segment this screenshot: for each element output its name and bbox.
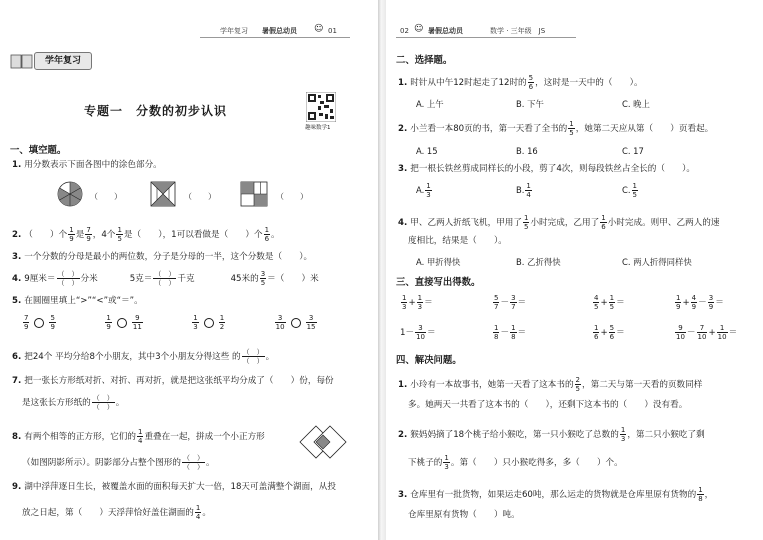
problem-1-line2: 多。她两天一共看了这本书的（ ），还剩下这本书的（ ）没有看。 <box>408 400 688 410</box>
calc-item-8: $\frac{9}{10}$ － $\frac{7}{10}$ + $\frac{1}{10}$ ＝ <box>676 324 738 341</box>
header-label-review: 学年复习 <box>220 27 248 35</box>
qr-caption: 趣味数学1 <box>305 125 331 131</box>
question-6: 6. 把24个 平均分给8个小朋友，其中3个小朋友分得这些 的 $\frac{( )}{( )}$ 。 <box>12 348 275 365</box>
banner-label: 学年复习 <box>34 52 92 70</box>
question-5: 5. 在圆圈里填上“>”“<”或“＝”。 <box>12 296 143 306</box>
problem-3-line2: 仓库里原有货物（ ）吨。 <box>408 510 520 520</box>
section-calc: 三、直接写出得数。 <box>396 277 481 288</box>
choice-3-option-c[interactable]: C. $\frac{1}{5}$ <box>622 182 637 199</box>
question-9-line2: 放之日起，第（ ）天浮萍恰好盖住湖面的 $\frac{1}{4}$ 。 <box>22 504 211 521</box>
page-title: 专题一 分数的初步认识 <box>84 104 228 118</box>
choice-4-line2: 度相比，结果是（ ）。 <box>408 236 507 246</box>
choice-1-option-c[interactable]: C. 晚上 <box>622 99 650 109</box>
figure-grid-square <box>240 181 268 207</box>
calc-item-5: 1－ $\frac{3}{10}$ ＝ <box>400 324 436 341</box>
choice-1-option-a[interactable]: A. 上午 <box>416 99 444 109</box>
blank-fraction[interactable]: $\frac{( )}{( )}$ <box>92 394 114 411</box>
question-7-line2: 是这张长方形纸的 $\frac{( )}{( )}$ 。 <box>22 394 125 411</box>
blank-fraction[interactable]: $\frac{( )}{( )}$ <box>182 454 204 471</box>
left-page <box>0 0 378 540</box>
choice-1-option-b[interactable]: B. 下午 <box>516 99 544 109</box>
choice-2-option-b[interactable]: B. 16 <box>516 146 538 156</box>
section-fill-blank: 一、填空题。 <box>10 145 67 156</box>
choice-4-option-c[interactable]: C. 两人折得同样快 <box>622 257 692 267</box>
calc-item-2: $\frac{5}{7}$ － $\frac{3}{7}$ ＝ <box>494 294 527 311</box>
book-icon <box>10 50 34 70</box>
choice-3-option-b[interactable]: B. $\frac{1}{4}$ <box>516 182 531 199</box>
figure-pie-circle <box>56 180 84 208</box>
choice-1: 1. 时针从中午12时起走了12时的 $\frac{5}{6}$ ，这时是一天中的（ ）。 <box>398 74 643 91</box>
question-3: 3. 一个分数的分母是最小的两位数，分子是分母的一半，这个分数是（ ）。 <box>12 252 313 262</box>
qr-code-image <box>306 92 336 122</box>
choice-4-option-b[interactable]: B. 乙折得快 <box>516 257 561 267</box>
choice-2-option-a[interactable]: A. 15 <box>416 146 438 156</box>
fraction: $\frac{1}{9}$ <box>69 226 74 243</box>
section-banner <box>10 50 92 70</box>
calc-item-6: $\frac{1}{8}$ － $\frac{1}{8}$ ＝ <box>494 324 527 341</box>
header-label-summer: 暑假总动员 <box>262 27 297 35</box>
compare-circle[interactable] <box>34 318 44 328</box>
header-page-number: 02 <box>400 27 409 35</box>
question-8: 8. 有两个相等的正方形，它们的 $\frac{1}{4}$ 重叠在一起，拼成一个小正方形 <box>12 428 265 445</box>
choice-4: 4. 甲、乙两人折纸飞机，甲用了 $\frac{1}{5}$ 小时完成，乙用了 $\frac{1}{6}$ 小时完成。则甲、乙两人的速 <box>398 214 720 231</box>
figure-overlapping-squares <box>298 424 348 464</box>
fraction: $\frac{7}{9}$ <box>86 226 91 243</box>
header-label-summer: 暑假总动员 <box>428 27 463 35</box>
calc-item-3: $\frac{4}{5}$ + $\frac{1}{5}$ ＝ <box>594 294 625 311</box>
compare-circle[interactable] <box>291 318 301 328</box>
choice-2-option-c[interactable]: C. 17 <box>622 146 644 156</box>
question-9: 9. 湖中浮萍逐日生长，被覆盖水面的面积每天扩大一倍，18天可盖满整个湖面，从投 <box>12 482 336 492</box>
question-4: 4. 9厘米＝ $\frac{( )}{( )}$ 分米 5克＝ $\frac{( )}{( )}$ 千克 45米的 $\frac{3}{5}$ ＝（ ）米 <box>12 270 319 287</box>
calc-item-7: $\frac{1}{6}$ + $\frac{5}{6}$ ＝ <box>594 324 625 341</box>
answer-blank-fig2[interactable]: （ ） <box>184 192 216 201</box>
calc-item-4: $\frac{1}{9}$ + $\frac{4}{9}$ － $\frac{3}{9}$ ＝ <box>676 294 724 311</box>
header-page-number: 01 <box>328 27 337 35</box>
compare-circle[interactable] <box>117 318 127 328</box>
header-rule <box>396 37 576 38</box>
problem-2: 2. 猴妈妈摘了18个桃子给小猴吃，第一只小猴吃了总数的 $\frac{1}{3}$ ，第二只小猴吃了剩 <box>398 426 705 443</box>
problem-2-line2: 下桃子的 $\frac{1}{3}$ 。第（ ）只小猴吃得多，多（ ）个。 <box>408 454 623 471</box>
question-8-line2: （如图阴影所示）。阴影部分占整个图形的 $\frac{( )}{( )}$ 。 <box>22 454 215 471</box>
right-page <box>386 0 763 540</box>
compare-circle[interactable] <box>204 318 214 328</box>
problem-1: 1. 小玲有一本故事书，她第一天看了这本书的 $\frac{2}{5}$ ，第二天与第一天看的页数同样 <box>398 376 703 393</box>
header-subject: 数学 · 三年级 JS <box>490 27 546 35</box>
page-gutter <box>378 0 386 540</box>
question-2: 2. （ ）个 $\frac{1}{9}$ 是 $\frac{7}{9}$ ，4个 $\frac{1}{5}$ 是（ ），1可以看做是（ ）个 $\frac{1}{6}$ 。 <box>12 226 280 243</box>
calc-item-1: $\frac{1}{3}$ + $\frac{1}{3}$ ＝ <box>402 294 433 311</box>
choice-4-option-a[interactable]: A. 甲折得快 <box>416 257 461 267</box>
choice-3: 3. 把一根长铁丝剪成同样长的小段，剪了4次，则每段铁丝占全长的（ ）。 <box>398 164 696 174</box>
choice-3-option-a[interactable]: A. $\frac{1}{3}$ <box>416 182 431 199</box>
fraction: $\frac{1}{5}$ <box>117 226 122 243</box>
header-rule <box>200 37 350 38</box>
mascot-icon: ☺ <box>314 24 324 34</box>
answer-blank-fig3[interactable]: （ ） <box>276 192 308 201</box>
compare-row: $\frac{7}{9}$ $\frac{5}{9}$ $\frac{1}{9}$ $\frac{9}{11}$ $\frac{1}{3}$ $\frac{1}{2}$ $\frac{3}{10}$ $\frac{3}{15}$ <box>24 314 316 331</box>
blank-fraction[interactable]: $\frac{( )}{( )}$ <box>154 270 176 287</box>
question-7: 7. 把一张长方形纸对折、对折、再对折，就是把这张纸平均分成了（ ）份，每份 <box>12 376 334 386</box>
section-problems: 四、解决问题。 <box>396 355 462 366</box>
figure-square-diagonals <box>150 181 176 207</box>
blank-fraction[interactable]: $\frac{( )}{( )}$ <box>57 270 79 287</box>
question-1: 1. 用分数表示下面各图中的涂色部分。 <box>12 160 162 170</box>
fraction: $\frac{1}{6}$ <box>264 226 270 243</box>
answer-blank-fig1[interactable]: （ ） <box>90 192 122 201</box>
section-choice: 二、选择题。 <box>396 55 453 66</box>
problem-3: 3. 仓库里有一批货物，如果运走60吨，那么运走的货物就是仓库里原有货物的 $\frac{1}{8}$ ， <box>398 486 714 503</box>
mascot-icon: ☺ <box>414 24 424 34</box>
choice-2: 2. 小兰看一本80页的书，第一天看了全书的 $\frac{1}{5}$ ，她第二天应从第（ ）页看起。 <box>398 120 714 137</box>
blank-fraction[interactable]: $\frac{( )}{( )}$ <box>242 348 264 365</box>
